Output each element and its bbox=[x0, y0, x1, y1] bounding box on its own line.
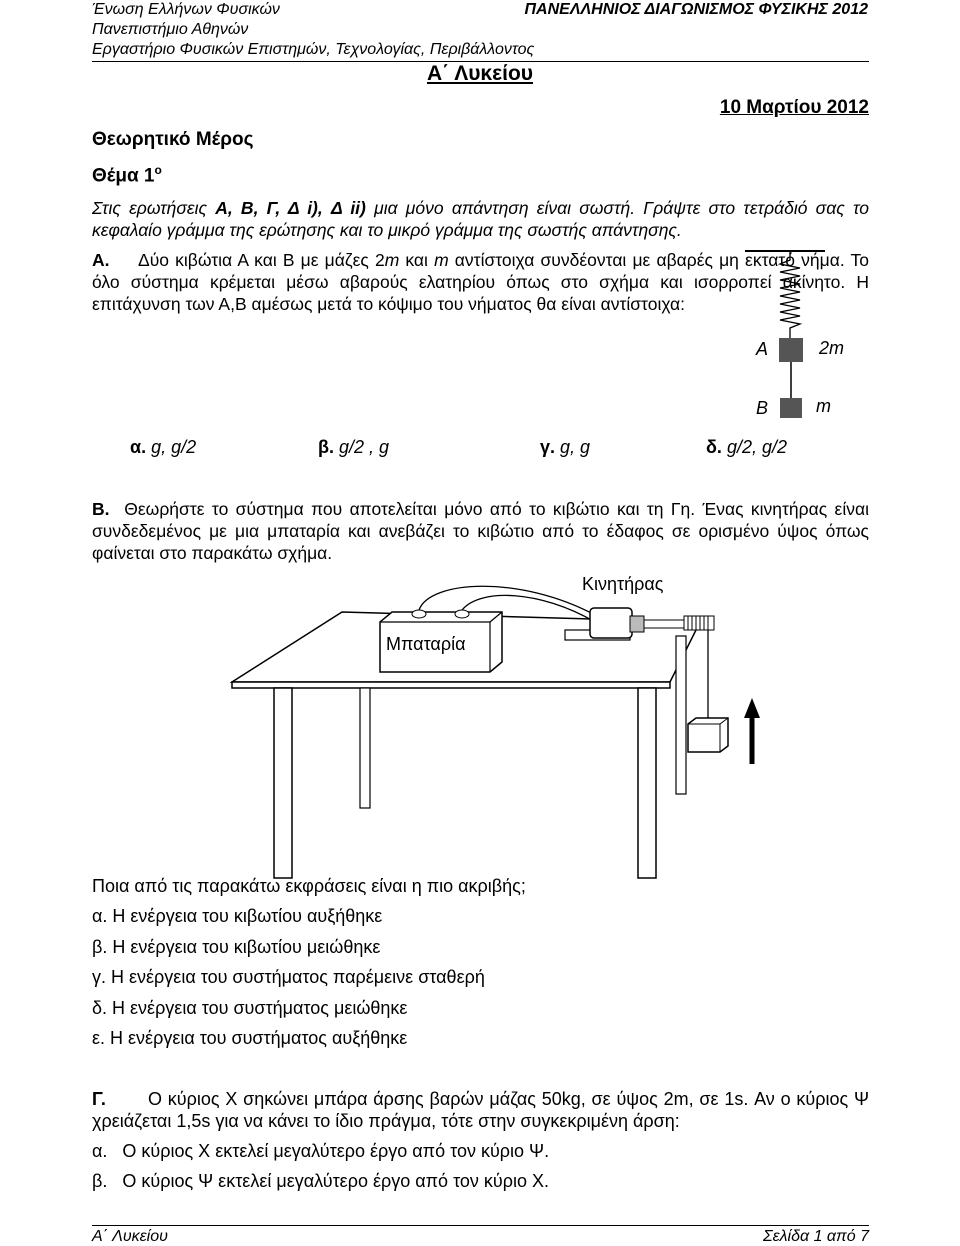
topic-sup: ο bbox=[154, 163, 162, 177]
question-a-text2: και bbox=[399, 250, 435, 270]
instructions bbox=[92, 197, 869, 241]
question-a-text3: αντίστοιχα συνδέονται με αβαρές μη εκτατό νήμα. Το όλο σύστημα κρέμεται μέσω αβαρούς ελατηρίου όπως στο σχήμα και ισορροπεί ακίνητο. Η επιτάχυνση των Α,Β αμέσως μετά το κόψιμο του νήματος θα είναι αντίστοιχα: bbox=[92, 250, 870, 314]
org-line-1: Ένωση Ελλήνων Φυσικών bbox=[92, 1, 280, 18]
battery-terminal-right bbox=[455, 610, 469, 618]
table-leg-back-right bbox=[676, 636, 686, 794]
option-a bbox=[130, 437, 196, 458]
question-b-text: Θεωρήστε το σύστημα που αποτελείται μόνο από το κιβώτιο και τη Γη. Ένας κινητήρας είναι συνδεδεμένος με μια μπαταρία και ανεβάζει το κιβώτιο από το έδαφος σε ορισμένο ύψος όπως φαίνεται στο παρακάτω σχήμα. bbox=[92, 499, 869, 563]
option-d-letter: δ. bbox=[706, 437, 722, 457]
instructions-bold: Α, Β, Γ, Δ i), Δ ii) bbox=[215, 198, 366, 218]
question-c-label: Γ. bbox=[92, 1089, 106, 1109]
question-a-text1: Δύο κιβώτια Α και Β με μάζες 2 bbox=[138, 250, 385, 270]
question-c-option-a: α. Ο κύριος Χ εκτελεί μεγαλύτερο έργο από τον κύριο Ψ. bbox=[92, 1141, 550, 1161]
table-leg-back-left bbox=[360, 688, 370, 808]
motor-shaft bbox=[644, 620, 686, 628]
box-b-label: B bbox=[756, 398, 769, 418]
instructions-part1: Στις ερωτήσεις bbox=[92, 198, 216, 218]
topic-label: Θέμα 1 bbox=[92, 165, 155, 187]
question-b bbox=[92, 498, 869, 564]
question-a-options bbox=[92, 437, 792, 461]
question-c bbox=[92, 1088, 869, 1132]
table-leg-front-left bbox=[274, 688, 292, 878]
question-c-text: Ο κύριος Χ σηκώνει μπάρα άρσης βαρών μάζας 50kg, σε ύψος 2m, σε 1s. Αν ο κύριος Ψ χρειάζεται 1,5s για να κάνει το ίδιο πράγμα, τότε στην συγκεκριμένη άρση: bbox=[92, 1089, 869, 1131]
page-number: Σελίδα 1 από 7 bbox=[763, 1228, 869, 1245]
exam-date: 10 Μαρτίου 2012 bbox=[719, 97, 869, 118]
motor-table-figure bbox=[230, 570, 790, 882]
box-a-mass: 2m bbox=[819, 338, 845, 358]
question-a-label: Α. bbox=[92, 250, 110, 270]
question-b-label: Β. bbox=[92, 499, 110, 519]
option-a-letter: α. bbox=[130, 437, 147, 457]
option-b bbox=[318, 437, 389, 458]
question-b-prompt: Ποια από τις παρακάτω εκφράσεις είναι η πιο ακριβής; bbox=[92, 876, 526, 896]
footer-level: Α΄ Λυκείου bbox=[92, 1228, 168, 1245]
box-a-label: A bbox=[756, 339, 769, 359]
option-b-letter: β. bbox=[318, 437, 334, 457]
level-title: Α΄ Λυκείου bbox=[426, 62, 533, 85]
question-b-option-d: δ. Η ενέργεια του συστήματος μειώθηκε bbox=[92, 998, 408, 1018]
header-organization bbox=[92, 0, 534, 60]
option-c-letter: γ. bbox=[540, 437, 556, 457]
spring-figure bbox=[740, 244, 870, 424]
box-b bbox=[780, 398, 802, 418]
option-c-text: g, g bbox=[560, 437, 591, 457]
org-line-2: Πανεπιστήμιο Αθηνών bbox=[92, 21, 249, 38]
option-b-text: g/2 , g bbox=[339, 437, 390, 457]
spring-icon bbox=[780, 252, 800, 338]
box-a bbox=[779, 338, 803, 362]
battery-label: Μπαταρία bbox=[386, 634, 466, 654]
question-b-option-c: γ. Η ενέργεια του συστήματος παρέμεινε σταθερή bbox=[92, 967, 485, 987]
question-b-option-e: ε. Η ενέργεια του συστήματος αυξήθηκε bbox=[92, 1028, 408, 1048]
org-line-3: Εργαστήριο Φυσικών Επιστημών, Τεχνολογίας, Περιβάλλοντος bbox=[92, 41, 535, 58]
wire-1 bbox=[419, 586, 595, 615]
question-a-m1: m bbox=[384, 250, 400, 270]
motor-label: Κινητήρας bbox=[582, 574, 664, 594]
table-leg-front-right bbox=[638, 688, 656, 878]
section-title: Θεωρητικό Μέρος bbox=[92, 129, 254, 150]
contest-title: ΠΑΝΕΛΛΗΝΙΟΣ ΔΙΑΓΩΝΙΣΜΟΣ ΦΥΣΙΚΗΣ 2012 bbox=[524, 1, 868, 18]
footer-divider bbox=[92, 1225, 869, 1226]
option-c bbox=[540, 437, 590, 458]
option-d bbox=[706, 437, 787, 458]
question-b-option-b: β. Η ενέργεια του κιβωτίου μειώθηκε bbox=[92, 937, 381, 957]
question-a-m2: m bbox=[434, 250, 449, 270]
instructions-part2: μια μόνο απάντηση είναι σωστή. Γράψτε στο τετράδιό σας το κεφαλαίο γράμμα της ερώτησης και το μικρό γράμμα της σωστής απάντησης. bbox=[92, 198, 869, 240]
option-a-text: g, g/2 bbox=[151, 437, 197, 457]
question-b-option-a: α. Η ενέργεια του κιβωτίου αυξήθηκε bbox=[92, 906, 383, 926]
question-c-option-b: β. Ο κύριος Ψ εκτελεί μεγαλύτερο έργο από τον κύριο Χ. bbox=[92, 1171, 550, 1191]
option-d-text: g/2, g/2 bbox=[726, 437, 787, 457]
battery-terminal-left bbox=[412, 610, 426, 618]
box-b-mass: m bbox=[816, 396, 831, 416]
table-edge bbox=[232, 682, 670, 688]
topic-title bbox=[92, 163, 162, 187]
motor-icon bbox=[590, 608, 632, 638]
